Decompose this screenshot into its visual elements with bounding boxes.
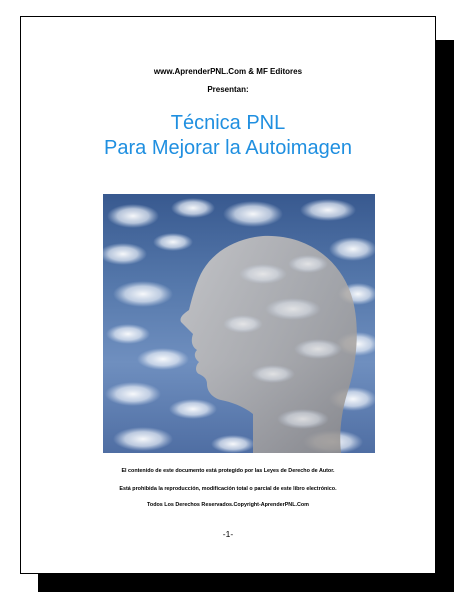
rights-reserved: Todos Los Derechos Reservados.Copyright-AprenderPNL.Com: [147, 502, 309, 508]
title-line-1: Técnica PNL: [170, 112, 286, 134]
presents-line: Presentan:: [207, 85, 249, 94]
reproduction-notice: Está prohibida la reproducción, modificación total o parcial de este libro electrónico.: [119, 486, 337, 492]
copyright-notice: El contenido de este documento está protegido por las Leyes de Derecho de Autor.: [121, 468, 335, 474]
page-number: -1-: [222, 529, 234, 539]
title-line-2: Para Mejorar la Autoimagen: [104, 137, 352, 159]
publisher-line: www.AprenderPNL.Com & MF Editores: [153, 67, 303, 76]
document-page: [20, 16, 436, 574]
head-profile-clouds-image: [103, 194, 375, 453]
cover-image: [103, 194, 375, 453]
